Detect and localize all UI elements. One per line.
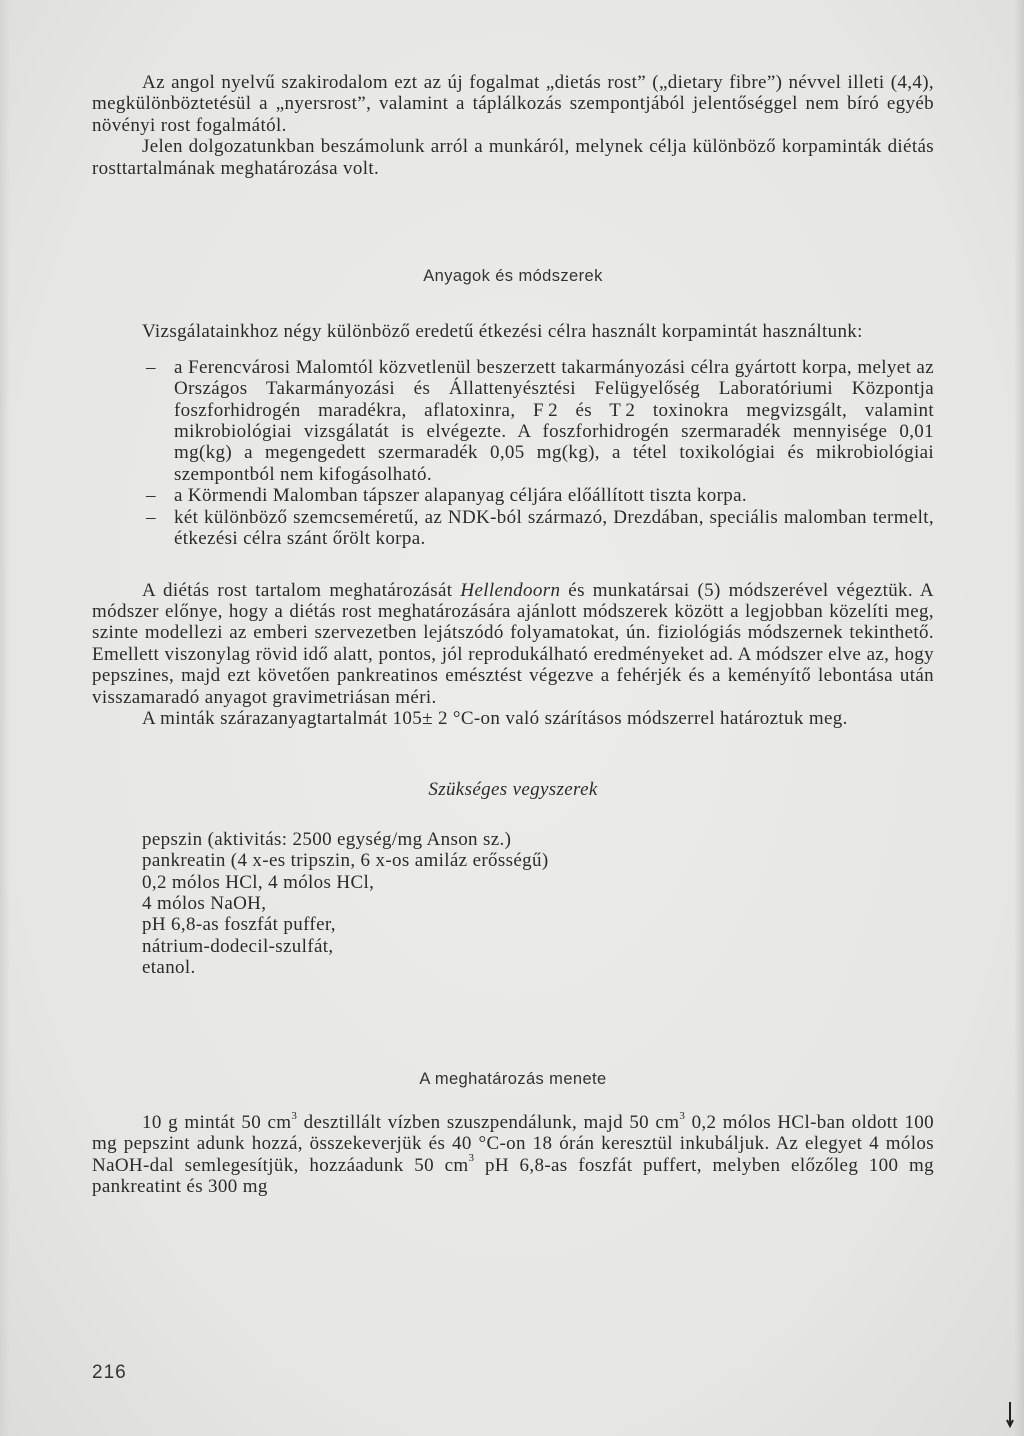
sample-1-text: a Ferencvárosi Malomtól közvetlenül beszerzett takarmányozási célra gyártott korpa, melyet az Országos Takarmányozási és Állattenyésztési Felügyelőség Laboratóriumi Központja foszforhidrogén maradékra, aflatoxinra, F 2 és T 2 toxinokra megvizsgált, valamint mikrobiológiai vizsgálatát is elvégezte. A foszforhidrogén szermaradék mennyisége 0,01 mg(kg) a megengedett szermaradék 0,05 mg(kg), a tétel toxikológiai és mikrobiológiai szempontból nem kifogásolható.: [174, 356, 934, 485]
dash-bullet: –: [146, 506, 156, 528]
list-item: pepszin (aktivitás: 2500 egység/mg Anson sz.): [142, 828, 512, 850]
procedure-text: 10 g mintát 50 cm: [142, 1112, 292, 1133]
list-item: nátrium-dodecil-szulfát,: [142, 935, 334, 957]
list-item: pH 6,8-as foszfát puffer,: [142, 914, 336, 936]
spacer: [92, 1090, 934, 1112]
method-text-after: és munkatársai (5) módszerével végeztük. A módszer előnye, hogy a diétás rost meghatározására ajánlott módszerek között a legjobban közelíti meg, szinte modellezi az emberi szervezetben lejátszódó folyamatokat, ún. fiziológiás módszernek tekinthető. Emellett viszonylag rövid idő alatt, pontos, jól reprodukálható eredményeket ad. A módszer elve az, hogy pepszines, majd ezt követően pankreatinos emésztést végezve a fehérjék és a keményítő lebontása után visszamaradó anyagot gravimetriásan méri.: [92, 579, 934, 708]
list-item: pankreatin (4 x-es tripszin, 6 x-os amiláz erősségű): [142, 850, 549, 872]
spacer: [92, 979, 934, 1069]
spacer: [92, 801, 934, 829]
dash-bullet: –: [146, 485, 156, 507]
paragraph-samples-intro: Vizsgálatainkhoz négy különböző eredetű étkezési célra használt korpamintát használtunk:: [142, 321, 863, 343]
page-number: 216: [92, 1362, 127, 1383]
superscript: 3: [291, 1109, 298, 1122]
procedure-text: desztillált vízben szuszpendálunk, majd 50 cm: [297, 1112, 680, 1133]
list-item: [92, 357, 934, 485]
procedure-text: pH 6,8-as foszfát puffert, melyben előzőleg 100 mg pankreatint és 300 mg: [92, 1154, 935, 1198]
spacer: [92, 550, 934, 580]
paragraph-aim: Jelen dolgozatunkban beszámolunk arról a munkáról, melynek célja különböző korpaminták diétás rosttartalmának meghatározása volt.: [92, 136, 934, 179]
page-edge-left: [0, 0, 10, 1436]
corner-mark-icon: [1004, 1398, 1016, 1430]
paragraph-drymatter: A minták szárazanyagtartalmát 105± 2 °C-on való szárításos módszerrel határoztuk meg.: [142, 707, 848, 729]
superscript: 3: [468, 1152, 475, 1165]
spacer: [92, 729, 934, 779]
spacer: [92, 343, 934, 357]
procedure-text: 0,2 mólos HCl-ban oldott 100 mg pepszint adunk hozzá, összekeverjük és 40 °C-on 18 órán keresztül inkubáljuk. Az elegyet 4 mólos NaOH-dal semlegesítjük, hozzáadunk 50 cm: [92, 1112, 934, 1176]
reagent-list: [92, 829, 934, 979]
sample-2-text: a Körmendi Malomban tápszer alapanyag céljára előállított tiszta korpa.: [174, 485, 747, 507]
list-item: [92, 485, 934, 506]
list-item: 0,2 mólos HCl, 4 mólos HCl,: [142, 871, 375, 893]
list-item: [92, 507, 934, 550]
spacer: [92, 287, 934, 321]
heading-materials-methods: Anyagok és módszerek: [423, 267, 603, 286]
paragraph-procedure: [92, 1109, 935, 1198]
spacer: [92, 179, 934, 266]
page-edge-right: [1014, 0, 1024, 1436]
sample-list: [92, 357, 934, 550]
method-author: Hellendoorn: [460, 579, 561, 601]
paragraph-method: [92, 580, 934, 708]
list-item: etanol.: [142, 957, 196, 979]
heading-procedure: A meghatározás menete: [419, 1069, 607, 1088]
body-text: [92, 72, 934, 1198]
superscript: 3: [679, 1109, 686, 1122]
method-text-before: A diétás rost tartalom meghatározását: [142, 579, 461, 601]
list-item: 4 mólos NaOH,: [142, 892, 267, 914]
sample-3-text: két különböző szemcseméretű, az NDK-ból származó, Drezdában, speciális malomban termelt, étkezési célra szánt őrölt korpa.: [174, 506, 934, 550]
paragraph-intro: Az angol nyelvű szakirodalom ezt az új fogalmat „dietás rost” („dietary fibre”) névvel illeti (4,4), megkülönböztetésül a „nyersrost”, valamint a táplálkozás szempontjából jelentőséggel nem bíró egyéb növényi rost fogalmától.: [92, 72, 934, 136]
heading-reagents: Szükséges vegyszerek: [428, 779, 598, 801]
dash-bullet: –: [146, 356, 156, 378]
